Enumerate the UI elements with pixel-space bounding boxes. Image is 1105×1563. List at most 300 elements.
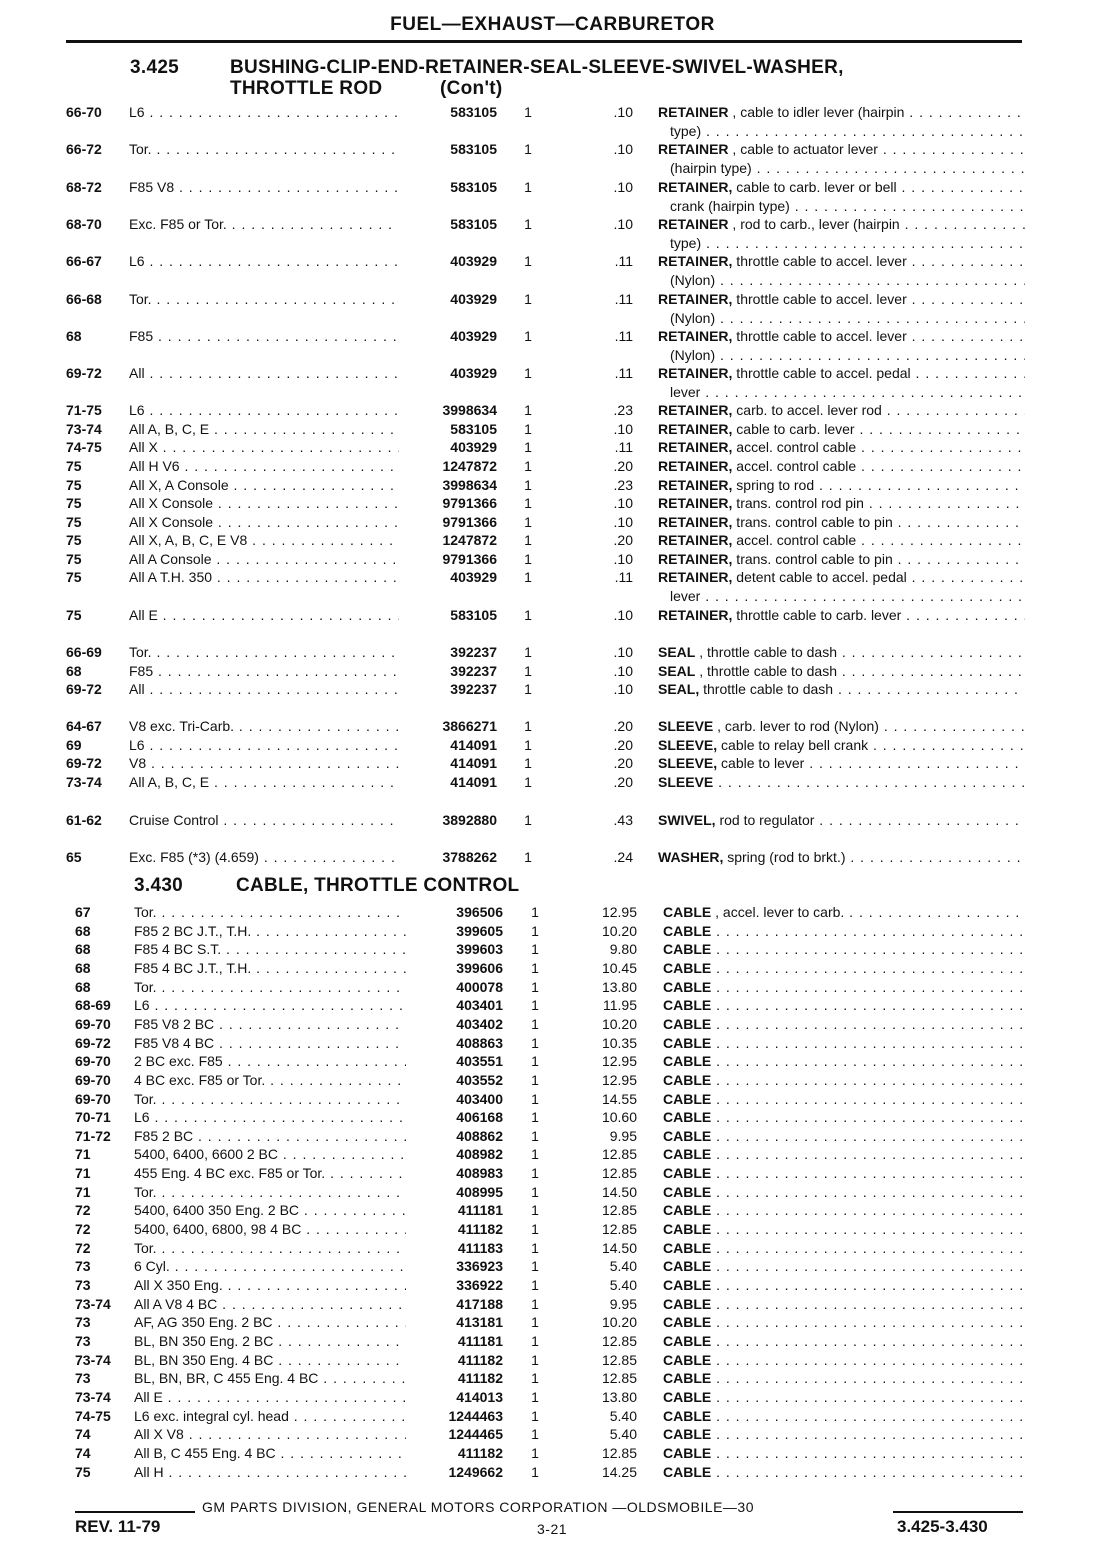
row-model: Exc. F85 or Tor. . . .	[129, 215, 399, 233]
row-part-number: 403929	[450, 439, 497, 455]
row-year: 71-75	[66, 402, 102, 418]
row-model: L6 . . .	[129, 103, 399, 121]
row-year: 73-74	[66, 421, 102, 437]
row-model: All A V8 4 BC . . .	[134, 1295, 406, 1313]
table-row	[0, 1145, 1105, 1163]
table-row	[0, 754, 1105, 772]
row-quantity: 1	[524, 551, 532, 567]
row-price: 13.80	[601, 1389, 637, 1405]
row-description	[663, 1425, 1025, 1443]
table-row	[0, 531, 1105, 549]
row-model: F85 V8 . . .	[129, 178, 399, 196]
row-part-number: 403929	[450, 365, 497, 381]
row-description	[663, 940, 1025, 958]
row-price: .10	[613, 551, 633, 567]
row-quantity: 1	[531, 1464, 539, 1480]
row-model: All . . .	[129, 364, 399, 382]
row-description	[663, 1052, 1025, 1070]
row-part-name: CABLE	[663, 1445, 712, 1461]
table-row	[0, 1407, 1105, 1425]
row-part-name: CABLE	[663, 1370, 712, 1386]
table-row	[0, 290, 1105, 308]
row-part-detail: , cable to idler lever (hairpin	[728, 104, 905, 120]
row-description	[663, 1015, 1025, 1033]
row-price: .23	[613, 477, 633, 493]
row-year: 74	[75, 1445, 91, 1461]
row-part-name: RETAINER,	[658, 402, 733, 418]
row-model: L6 . . .	[129, 401, 399, 419]
row-description	[663, 1127, 1025, 1145]
row-price: .11	[614, 253, 633, 269]
row-year: 71	[75, 1165, 91, 1181]
row-price: .10	[613, 514, 633, 530]
row-part-name: WASHER,	[658, 849, 724, 865]
row-price: 9.95	[609, 1128, 637, 1144]
row-description-continued: (Nylon) . . .	[670, 346, 1025, 364]
row-part-name: RETAINER,	[658, 439, 733, 455]
row-description	[658, 476, 1025, 494]
row-price: .10	[613, 141, 633, 157]
row-part-name: SEAL	[658, 663, 696, 679]
row-part-number: 392237	[450, 644, 497, 660]
row-part-detail: cable to carb. lever	[732, 421, 855, 437]
row-part-name: CABLE	[663, 1053, 712, 1069]
row-quantity: 1	[524, 607, 532, 623]
row-price: 12.95	[601, 1072, 637, 1088]
row-year: 66-68	[66, 291, 102, 307]
table-row	[0, 1071, 1105, 1089]
table-row	[0, 1239, 1105, 1257]
row-model: L6 . . .	[134, 996, 406, 1014]
row-model: All X, A, B, C, E V8 . . .	[129, 531, 399, 549]
row-part-detail: , throttle cable to dash	[695, 663, 837, 679]
row-part-number: 3866271	[442, 718, 497, 734]
row-price: .20	[613, 532, 633, 548]
row-year: 68-70	[66, 216, 102, 232]
row-description-continued: (hairpin type) . . .	[670, 159, 1025, 177]
row-price: 10.45	[601, 960, 637, 976]
row-year: 69-72	[75, 1035, 111, 1051]
row-part-name: CABLE	[663, 904, 712, 920]
row-price: .20	[613, 718, 633, 734]
row-part-number: 9791366	[442, 514, 497, 530]
row-quantity: 1	[531, 1352, 539, 1368]
row-year: 75	[66, 477, 82, 493]
row-part-detail: accel. control cable	[732, 532, 857, 548]
row-price: 12.85	[601, 1445, 637, 1461]
row-price: 12.95	[601, 904, 637, 920]
row-part-number: 411182	[457, 1221, 503, 1237]
row-price: 12.95	[601, 1053, 637, 1069]
row-quantity: 1	[524, 774, 532, 790]
row-quantity: 1	[531, 1202, 539, 1218]
row-description	[658, 811, 1025, 829]
row-price: .10	[613, 421, 633, 437]
table-row	[0, 1052, 1105, 1070]
row-price: 10.20	[601, 1314, 637, 1330]
row-description	[658, 438, 1025, 456]
row-quantity: 1	[524, 421, 532, 437]
row-quantity: 1	[524, 179, 532, 195]
row-year: 68	[75, 979, 91, 995]
row-quantity: 1	[531, 1109, 539, 1125]
row-part-number: 403401	[456, 997, 503, 1013]
row-model: All X, A Console . . .	[129, 476, 399, 494]
row-part-name: CABLE	[663, 997, 712, 1013]
row-model: F85 4 BC J.T., T.H. . . .	[134, 959, 406, 977]
row-part-name: RETAINER	[658, 141, 729, 157]
row-quantity: 1	[524, 644, 532, 660]
row-price: .10	[613, 216, 633, 232]
row-part-name: CABLE	[663, 1202, 712, 1218]
row-quantity: 1	[531, 1445, 539, 1461]
row-part-number: 583105	[450, 607, 497, 623]
row-part-number: 9791366	[442, 551, 497, 567]
row-price: .10	[613, 179, 633, 195]
row-description-continued: type) . . .	[670, 122, 1025, 140]
row-year: 75	[66, 569, 82, 585]
row-model: 5400, 6400, 6600 2 BC . . .	[134, 1145, 406, 1163]
row-part-name: CABLE	[663, 979, 712, 995]
row-model: L6 exc. integral cyl. head . . .	[134, 1407, 406, 1425]
row-part-number: 336922	[456, 1277, 503, 1293]
row-description	[658, 327, 1025, 345]
row-part-name: RETAINER,	[658, 607, 733, 623]
row-model: BL, BN 350 Eng. 2 BC . . .	[134, 1332, 406, 1350]
row-part-name: CABLE	[663, 1464, 712, 1480]
row-model: All H . . .	[134, 1463, 406, 1481]
table-row	[0, 1295, 1105, 1313]
row-part-name: RETAINER,	[658, 365, 733, 381]
row-model: L6 . . .	[134, 1108, 406, 1126]
row-description	[663, 1201, 1025, 1219]
row-model: Cruise Control . . .	[129, 811, 399, 829]
row-quantity: 1	[531, 1072, 539, 1088]
footer-revision: REV. 11-79	[75, 1517, 161, 1536]
table-row	[0, 680, 1105, 698]
footer-division: GM PARTS DIVISION, GENERAL MOTORS CORPORATION —OLDSMOBILE—30	[202, 1499, 754, 1515]
row-part-detail: cable to carb. lever or bell	[732, 179, 897, 195]
row-part-name: CABLE	[663, 960, 712, 976]
row-part-number: 3892880	[442, 812, 497, 828]
table-row	[0, 327, 1105, 345]
row-year: 73	[75, 1370, 91, 1386]
row-quantity: 1	[531, 1333, 539, 1349]
row-part-number: 3788262	[442, 849, 497, 865]
row-description	[663, 1407, 1025, 1425]
row-part-detail: throttle cable to dash	[699, 681, 834, 697]
row-year: 73	[75, 1314, 91, 1330]
row-part-number: 3998634	[442, 402, 497, 418]
row-model: F85 2 BC . . .	[134, 1127, 406, 1145]
row-part-name: CABLE	[663, 1240, 712, 1256]
row-price: .11	[614, 291, 633, 307]
row-quantity: 1	[524, 477, 532, 493]
row-part-number: 411182	[457, 1445, 503, 1461]
row-price: .10	[613, 644, 633, 660]
row-price: .23	[613, 402, 633, 418]
row-year: 73	[75, 1333, 91, 1349]
table-row	[0, 568, 1105, 586]
row-description	[658, 364, 1025, 382]
row-price: 5.40	[609, 1426, 637, 1442]
table-row	[0, 606, 1105, 624]
row-quantity: 1	[524, 458, 532, 474]
row-model: All . . .	[129, 680, 399, 698]
row-year: 75	[66, 495, 82, 511]
table-row-continuation	[0, 234, 1105, 252]
table-row	[0, 1369, 1105, 1387]
row-year: 68-72	[66, 179, 102, 195]
row-year: 68	[75, 941, 91, 957]
row-price: .11	[614, 439, 633, 455]
table-row	[0, 773, 1105, 791]
row-part-number: 400078	[456, 979, 503, 995]
row-part-name: CABLE	[663, 1352, 712, 1368]
row-part-detail: spring to rod	[732, 477, 815, 493]
row-part-detail: , throttle cable to dash	[695, 644, 837, 660]
table-row	[0, 513, 1105, 531]
row-description	[663, 1332, 1025, 1350]
row-model: All E . . .	[129, 606, 399, 624]
row-year: 69-70	[75, 1091, 111, 1107]
row-model: L6 . . .	[129, 736, 399, 754]
row-description	[658, 754, 1025, 772]
row-part-name: RETAINER,	[658, 291, 733, 307]
row-year: 68	[66, 663, 82, 679]
row-part-name: RETAINER,	[658, 253, 733, 269]
row-model: All X 350 Eng. . . .	[134, 1276, 406, 1294]
row-description	[658, 103, 1025, 121]
row-year: 73	[75, 1258, 91, 1274]
row-part-name: CABLE	[663, 1035, 712, 1051]
row-part-number: 1249662	[448, 1464, 503, 1480]
row-part-name: CABLE	[663, 1165, 712, 1181]
row-quantity: 1	[524, 755, 532, 771]
row-description	[663, 1108, 1025, 1126]
row-price: .24	[613, 849, 633, 865]
row-part-detail: throttle cable to accel. lever	[732, 328, 907, 344]
row-year: 72	[75, 1240, 91, 1256]
table-row	[0, 364, 1105, 382]
row-description	[658, 717, 1025, 735]
row-quantity: 1	[524, 216, 532, 232]
row-year: 74-75	[75, 1408, 111, 1424]
row-quantity: 1	[531, 997, 539, 1013]
row-quantity: 1	[531, 923, 539, 939]
table-row	[0, 1388, 1105, 1406]
row-part-number: 583105	[450, 141, 497, 157]
row-part-number: 414091	[450, 755, 497, 771]
row-model: All A, B, C, E . . .	[129, 773, 399, 791]
table-row	[0, 1276, 1105, 1294]
row-quantity: 1	[524, 514, 532, 530]
row-part-detail: , carb. lever to rod (Nylon)	[713, 718, 879, 734]
row-description	[658, 140, 1025, 158]
row-model: All E . . .	[134, 1388, 406, 1406]
row-model: Tor. . . .	[129, 140, 399, 158]
row-price: .10	[613, 104, 633, 120]
row-part-number: 336923	[456, 1258, 503, 1274]
row-part-number: 392237	[450, 681, 497, 697]
row-description	[663, 1388, 1025, 1406]
row-model: Tor. . . .	[129, 290, 399, 308]
title-rule	[66, 40, 1022, 43]
row-quantity: 1	[524, 812, 532, 828]
row-year: 68	[75, 923, 91, 939]
row-model: L6 . . .	[129, 252, 399, 270]
row-price: 12.85	[601, 1370, 637, 1386]
row-model: All A T.H. 350 . . .	[129, 568, 399, 586]
row-model: V8 . . .	[129, 754, 399, 772]
row-description-continued: crank (hairpin type) . . .	[670, 197, 1025, 215]
row-year: 71-72	[75, 1128, 111, 1144]
row-description	[663, 978, 1025, 996]
row-year: 64-67	[66, 718, 102, 734]
row-model: Tor. . . .	[129, 643, 399, 661]
table-row	[0, 103, 1105, 121]
table-row	[0, 1108, 1105, 1126]
row-year: 72	[75, 1221, 91, 1237]
row-quantity: 1	[524, 104, 532, 120]
row-part-name: RETAINER,	[658, 458, 733, 474]
row-price: .20	[613, 755, 633, 771]
row-part-name: CABLE	[663, 1333, 712, 1349]
footer-page-number: 3-21	[537, 1521, 568, 1537]
row-model: All B, C 455 Eng. 4 BC . . .	[134, 1444, 406, 1462]
row-model: F85 V8 2 BC . . .	[134, 1015, 406, 1033]
row-model: F85 4 BC S.T. . . .	[134, 940, 406, 958]
row-quantity: 1	[531, 1035, 539, 1051]
row-part-detail: cable to relay bell crank	[717, 737, 869, 753]
table-row-continuation	[0, 271, 1105, 289]
row-price: .11	[614, 365, 633, 381]
row-part-number: 414091	[450, 774, 497, 790]
row-part-number: 411182	[457, 1352, 503, 1368]
table-row-continuation	[0, 346, 1105, 364]
row-description	[658, 457, 1025, 475]
row-part-name: CABLE	[663, 1091, 712, 1107]
row-part-name: CABLE	[663, 1128, 712, 1144]
table-row	[0, 1332, 1105, 1350]
row-part-number: 417188	[456, 1296, 503, 1312]
row-model: 4 BC exc. F85 or Tor. . . .	[134, 1071, 406, 1089]
row-price: .10	[613, 607, 633, 623]
row-part-name: SEAL	[658, 644, 696, 660]
row-part-number: 414013	[456, 1389, 503, 1405]
row-description	[663, 1276, 1025, 1294]
row-part-name: RETAINER,	[658, 514, 733, 530]
row-part-number: 408863	[456, 1035, 503, 1051]
row-year: 73-74	[75, 1352, 111, 1368]
row-part-name: SLEEVE	[658, 774, 714, 790]
table-row	[0, 903, 1105, 921]
row-part-number: 403929	[450, 569, 497, 585]
row-price: 9.95	[609, 1296, 637, 1312]
row-year: 75	[66, 514, 82, 530]
row-part-number: 408982	[456, 1146, 503, 1162]
row-description	[658, 420, 1025, 438]
row-price: 12.85	[601, 1352, 637, 1368]
row-quantity: 1	[531, 904, 539, 920]
row-part-number: 403400	[456, 1091, 503, 1107]
footer-rule-left	[75, 1511, 195, 1513]
row-year: 66-70	[66, 104, 102, 120]
table-row-continuation	[0, 159, 1105, 177]
row-quantity: 1	[531, 1408, 539, 1424]
row-price: 12.85	[601, 1221, 637, 1237]
row-price: .20	[613, 458, 633, 474]
table-row	[0, 959, 1105, 977]
section-number: 3.430	[134, 875, 184, 896]
row-quantity: 1	[531, 1221, 539, 1237]
row-part-detail: trans. control rod pin	[732, 495, 864, 511]
table-row	[0, 662, 1105, 680]
row-model: Tor. . . .	[134, 1239, 406, 1257]
row-part-detail: throttle cable to carb. lever	[732, 607, 902, 623]
row-model: Exc. F85 (*3) (4.659) . . .	[129, 848, 399, 866]
row-model: 2 BC exc. F85 . . .	[134, 1052, 406, 1070]
row-price: 10.35	[601, 1035, 637, 1051]
row-part-number: 403929	[450, 291, 497, 307]
row-price: .43	[613, 812, 633, 828]
row-part-name: RETAINER,	[658, 179, 733, 195]
row-part-number: 9791366	[442, 495, 497, 511]
row-price: 9.80	[609, 941, 637, 957]
row-part-number: 3998634	[442, 477, 497, 493]
row-model: F85 V8 4 BC . . .	[134, 1034, 406, 1052]
row-part-number: 1244465	[448, 1426, 503, 1442]
row-description	[663, 1313, 1025, 1331]
row-year: 65	[66, 849, 82, 865]
row-part-name: RETAINER	[658, 216, 729, 232]
table-row	[0, 1351, 1105, 1369]
row-model: 5400, 6400, 6800, 98 4 BC . . .	[134, 1220, 406, 1238]
row-year: 73	[75, 1277, 91, 1293]
row-quantity: 1	[531, 960, 539, 976]
row-quantity: 1	[531, 1258, 539, 1274]
row-description	[663, 1295, 1025, 1313]
row-description	[663, 1463, 1025, 1481]
row-part-detail: , rod to carb., lever (hairpin	[728, 216, 900, 232]
row-quantity: 1	[531, 941, 539, 957]
row-quantity: 1	[531, 1426, 539, 1442]
row-part-name: RETAINER,	[658, 551, 733, 567]
row-part-number: 396506	[456, 904, 503, 920]
row-year: 67	[75, 904, 91, 920]
footer-rule-right	[893, 1511, 1023, 1513]
row-part-name: CABLE	[663, 1389, 712, 1405]
row-part-number: 403929	[450, 253, 497, 269]
row-part-number: 583105	[450, 104, 497, 120]
row-price: .10	[613, 663, 633, 679]
footer-range: 3.425-3.430	[897, 1517, 988, 1536]
row-price: 10.20	[601, 923, 637, 939]
table-row	[0, 252, 1105, 270]
row-part-name: CABLE	[663, 1258, 712, 1274]
table-row	[0, 1463, 1105, 1481]
row-model: Tor. . . .	[134, 903, 406, 921]
table-row	[0, 457, 1105, 475]
row-description	[658, 494, 1025, 512]
section-title-line2: THROTTLE ROD	[230, 78, 383, 99]
table-row-continuation	[0, 383, 1105, 401]
row-year: 72	[75, 1202, 91, 1218]
row-part-detail: carb. to accel. lever rod	[732, 402, 882, 418]
row-description	[663, 903, 1025, 921]
row-quantity: 1	[531, 1016, 539, 1032]
row-part-number: 399606	[456, 960, 503, 976]
